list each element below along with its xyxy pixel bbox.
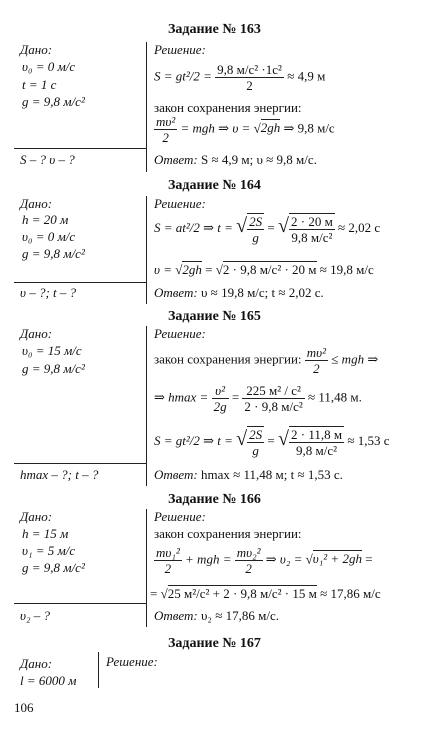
task-165-title: Задание № 165: [168, 309, 261, 324]
formula-result: ≈ 4,9 м: [287, 68, 326, 84]
radicand: 2gh: [182, 262, 202, 277]
fraction-denominator: 2: [246, 78, 253, 93]
formula-line: [150, 586, 381, 602]
formula-text: закон сохранения энергии:: [154, 351, 302, 367]
fraction-numerator: 2S: [249, 427, 263, 442]
fraction-numerator: 2 · 20 м: [290, 214, 333, 229]
fraction: [215, 62, 284, 93]
find-label: υ – ?; t – ?: [20, 285, 77, 300]
formula-text: =: [150, 586, 158, 601]
given-label: Дано:: [20, 196, 53, 211]
sqrt-symbol: √: [278, 214, 289, 237]
task-164-title: Задание № 164: [168, 178, 261, 193]
solution-label: Решение:: [154, 509, 206, 524]
divider-vertical: [146, 196, 147, 304]
answer-label: Ответ:: [154, 285, 198, 300]
fraction: [305, 345, 328, 376]
sqrt-symbol: √: [215, 262, 223, 277]
answer-text: S ≈ 4,9 м; υ ≈ 9,8 м/с.: [201, 152, 317, 167]
given-item: υ₁ = 5 м/с: [22, 543, 76, 558]
answer-text: hmax ≈ 11,48 м; t ≈ 1,53 с.: [201, 467, 343, 482]
sqrt-symbol: √: [278, 427, 289, 450]
formula-result: ⇒ 9,8 м/с: [283, 120, 335, 136]
sqrt-symbol: √: [160, 586, 168, 601]
formula-text: ⇒ υ₂ =: [265, 551, 303, 567]
fraction-numerator: mυ²: [306, 345, 327, 360]
fraction-denominator: 2 · 9,8 м/с²: [244, 399, 303, 414]
fraction: [247, 213, 264, 245]
answer-label: Ответ:: [154, 152, 198, 167]
page-number: 106: [14, 700, 34, 715]
formula-text: S = at²/2 ⇒ t =: [154, 219, 233, 235]
find-label: υ₂ – ?: [20, 608, 50, 623]
fraction-numerator: mυ₁²: [156, 545, 180, 560]
given-item: υ₀ = 15 м/с: [22, 343, 82, 358]
divider-horizontal: [14, 282, 146, 283]
given-item: g = 9,8 м/с²: [22, 560, 85, 575]
sqrt-symbol: √: [236, 214, 248, 237]
fraction-numerator: 2S: [249, 214, 263, 229]
formula-line: [154, 426, 389, 458]
fraction-denominator: 2: [245, 561, 252, 576]
given-item: g = 9,8 м/с²: [22, 94, 85, 109]
formula-text: закон сохранения энергии:: [154, 100, 302, 115]
formula-text: S = gt²/2 =: [154, 68, 212, 84]
fraction-numerator: mυ²: [156, 114, 176, 129]
formula-result: ≈ 1,53 с: [347, 432, 390, 448]
divider-horizontal: [14, 463, 146, 464]
formula-text: =: [231, 389, 240, 405]
given-item: g = 9,8 м/с²: [22, 246, 85, 261]
fraction: [242, 383, 304, 414]
solution-label: Решение:: [154, 326, 206, 341]
sqrt-symbol: √: [253, 120, 261, 136]
find-label: hmax – ?; t – ?: [20, 467, 99, 482]
formula-text: ⇒ hmax =: [154, 389, 209, 405]
fraction-denominator: g: [252, 443, 259, 458]
radicand: 2 · 9,8 м/с² · 20 м: [222, 262, 317, 277]
fraction: [289, 213, 335, 245]
fraction: [247, 426, 264, 458]
formula-result: ≈ 11,48 м.: [308, 389, 362, 405]
fraction-denominator: 9,8 м/с²: [296, 443, 338, 458]
formula-result: ≈ 17,86 м/с: [320, 586, 381, 601]
fraction-denominator: 2: [313, 361, 320, 376]
formula-text: =: [267, 219, 275, 235]
fraction-denominator: g: [252, 230, 259, 245]
radicand: 25 м²/с² + 2 · 9,8 м/с² · 15 м: [167, 586, 317, 601]
given-item: υ₀ = 0 м/с: [22, 59, 76, 74]
formula-line: [154, 545, 373, 576]
task-163-title: Задание № 163: [168, 22, 261, 37]
answer-line: [154, 467, 343, 483]
answer-text: υ ≈ 19,8 м/с; t ≈ 2,02 с.: [201, 285, 324, 300]
fraction: [154, 114, 177, 145]
answer-text: υ₂ ≈ 17,86 м/с.: [201, 608, 279, 623]
given-item: g = 9,8 м/с²: [22, 361, 85, 376]
solution-label: Решение:: [154, 196, 206, 211]
formula-text: = mgh ⇒ υ =: [180, 120, 251, 136]
task-167-title: Задание № 167: [168, 636, 261, 651]
divider-horizontal: [14, 148, 146, 149]
fraction: [235, 545, 263, 576]
formula-text: S = gt²/2 ⇒ t =: [154, 432, 233, 448]
divider-vertical: [98, 652, 99, 688]
fraction-numerator: 225 м² / с²: [242, 383, 304, 399]
answer-line: [154, 608, 279, 624]
given-label: Дано:: [20, 509, 53, 524]
given-item: h = 15 м: [22, 526, 69, 541]
formula-line: [154, 62, 325, 93]
fraction: [154, 545, 182, 576]
radicand: υ₁² + 2gh: [312, 551, 362, 567]
answer-line: [154, 152, 317, 168]
divider-horizontal: [14, 603, 146, 604]
formula-text: ≤ mgh ⇒: [331, 351, 379, 367]
formula-text: υ =: [154, 262, 172, 277]
divider-vertical: [146, 509, 147, 627]
formula-line: [154, 114, 335, 145]
formula-line: [154, 345, 378, 376]
sqrt-symbol: √: [305, 551, 313, 567]
given-label: Дано:: [20, 326, 53, 341]
fraction-numerator: 2 · 11,8 м: [290, 427, 343, 442]
formula-text: =: [365, 551, 373, 567]
solution-label: Решение:: [154, 42, 206, 57]
fraction-numerator: υ²: [212, 383, 229, 399]
formula-result: ≈ 2,02 с: [338, 219, 381, 235]
formula-text: =: [205, 262, 213, 277]
radicand: 2gh: [260, 120, 281, 136]
answer-line: [154, 285, 324, 301]
sqrt-symbol: √: [175, 262, 183, 277]
fraction-denominator: 9,8 м/с²: [291, 230, 333, 245]
answer-label: Ответ:: [154, 608, 198, 623]
task-166-title: Задание № 166: [168, 492, 261, 507]
answer-label: Ответ:: [154, 467, 198, 482]
formula-result: ≈ 19,8 м/с: [319, 262, 374, 277]
fraction: [289, 426, 344, 458]
given-item: h = 20 м: [22, 212, 69, 227]
divider-vertical: [146, 326, 147, 486]
formula-text: =: [267, 432, 275, 448]
find-label: S – ? υ – ?: [20, 152, 75, 167]
fraction-numerator: mυ₂²: [236, 545, 261, 560]
fraction-numerator: 9,8 м/с² ·1с²: [217, 62, 282, 77]
fraction: [212, 383, 229, 414]
given-item: l = 6000 м: [20, 673, 77, 688]
given-label: Дано:: [20, 656, 53, 671]
fraction-denominator: 2: [164, 561, 172, 576]
solution-label: Решение:: [106, 654, 158, 669]
given-label: Дано:: [20, 42, 53, 57]
divider-vertical: [146, 42, 147, 172]
fraction-denominator: 2g: [213, 399, 227, 414]
given-item: t = 1 с: [22, 77, 57, 92]
formula-line: [154, 213, 380, 245]
formula-text: + mgh =: [185, 551, 232, 567]
given-item: υ₀ = 0 м/с: [22, 229, 76, 244]
formula-line: [154, 383, 362, 414]
sqrt-symbol: √: [236, 427, 248, 450]
formula-text: закон сохранения энергии:: [154, 526, 302, 541]
formula-line: [154, 262, 374, 278]
fraction-denominator: 2: [162, 130, 169, 145]
